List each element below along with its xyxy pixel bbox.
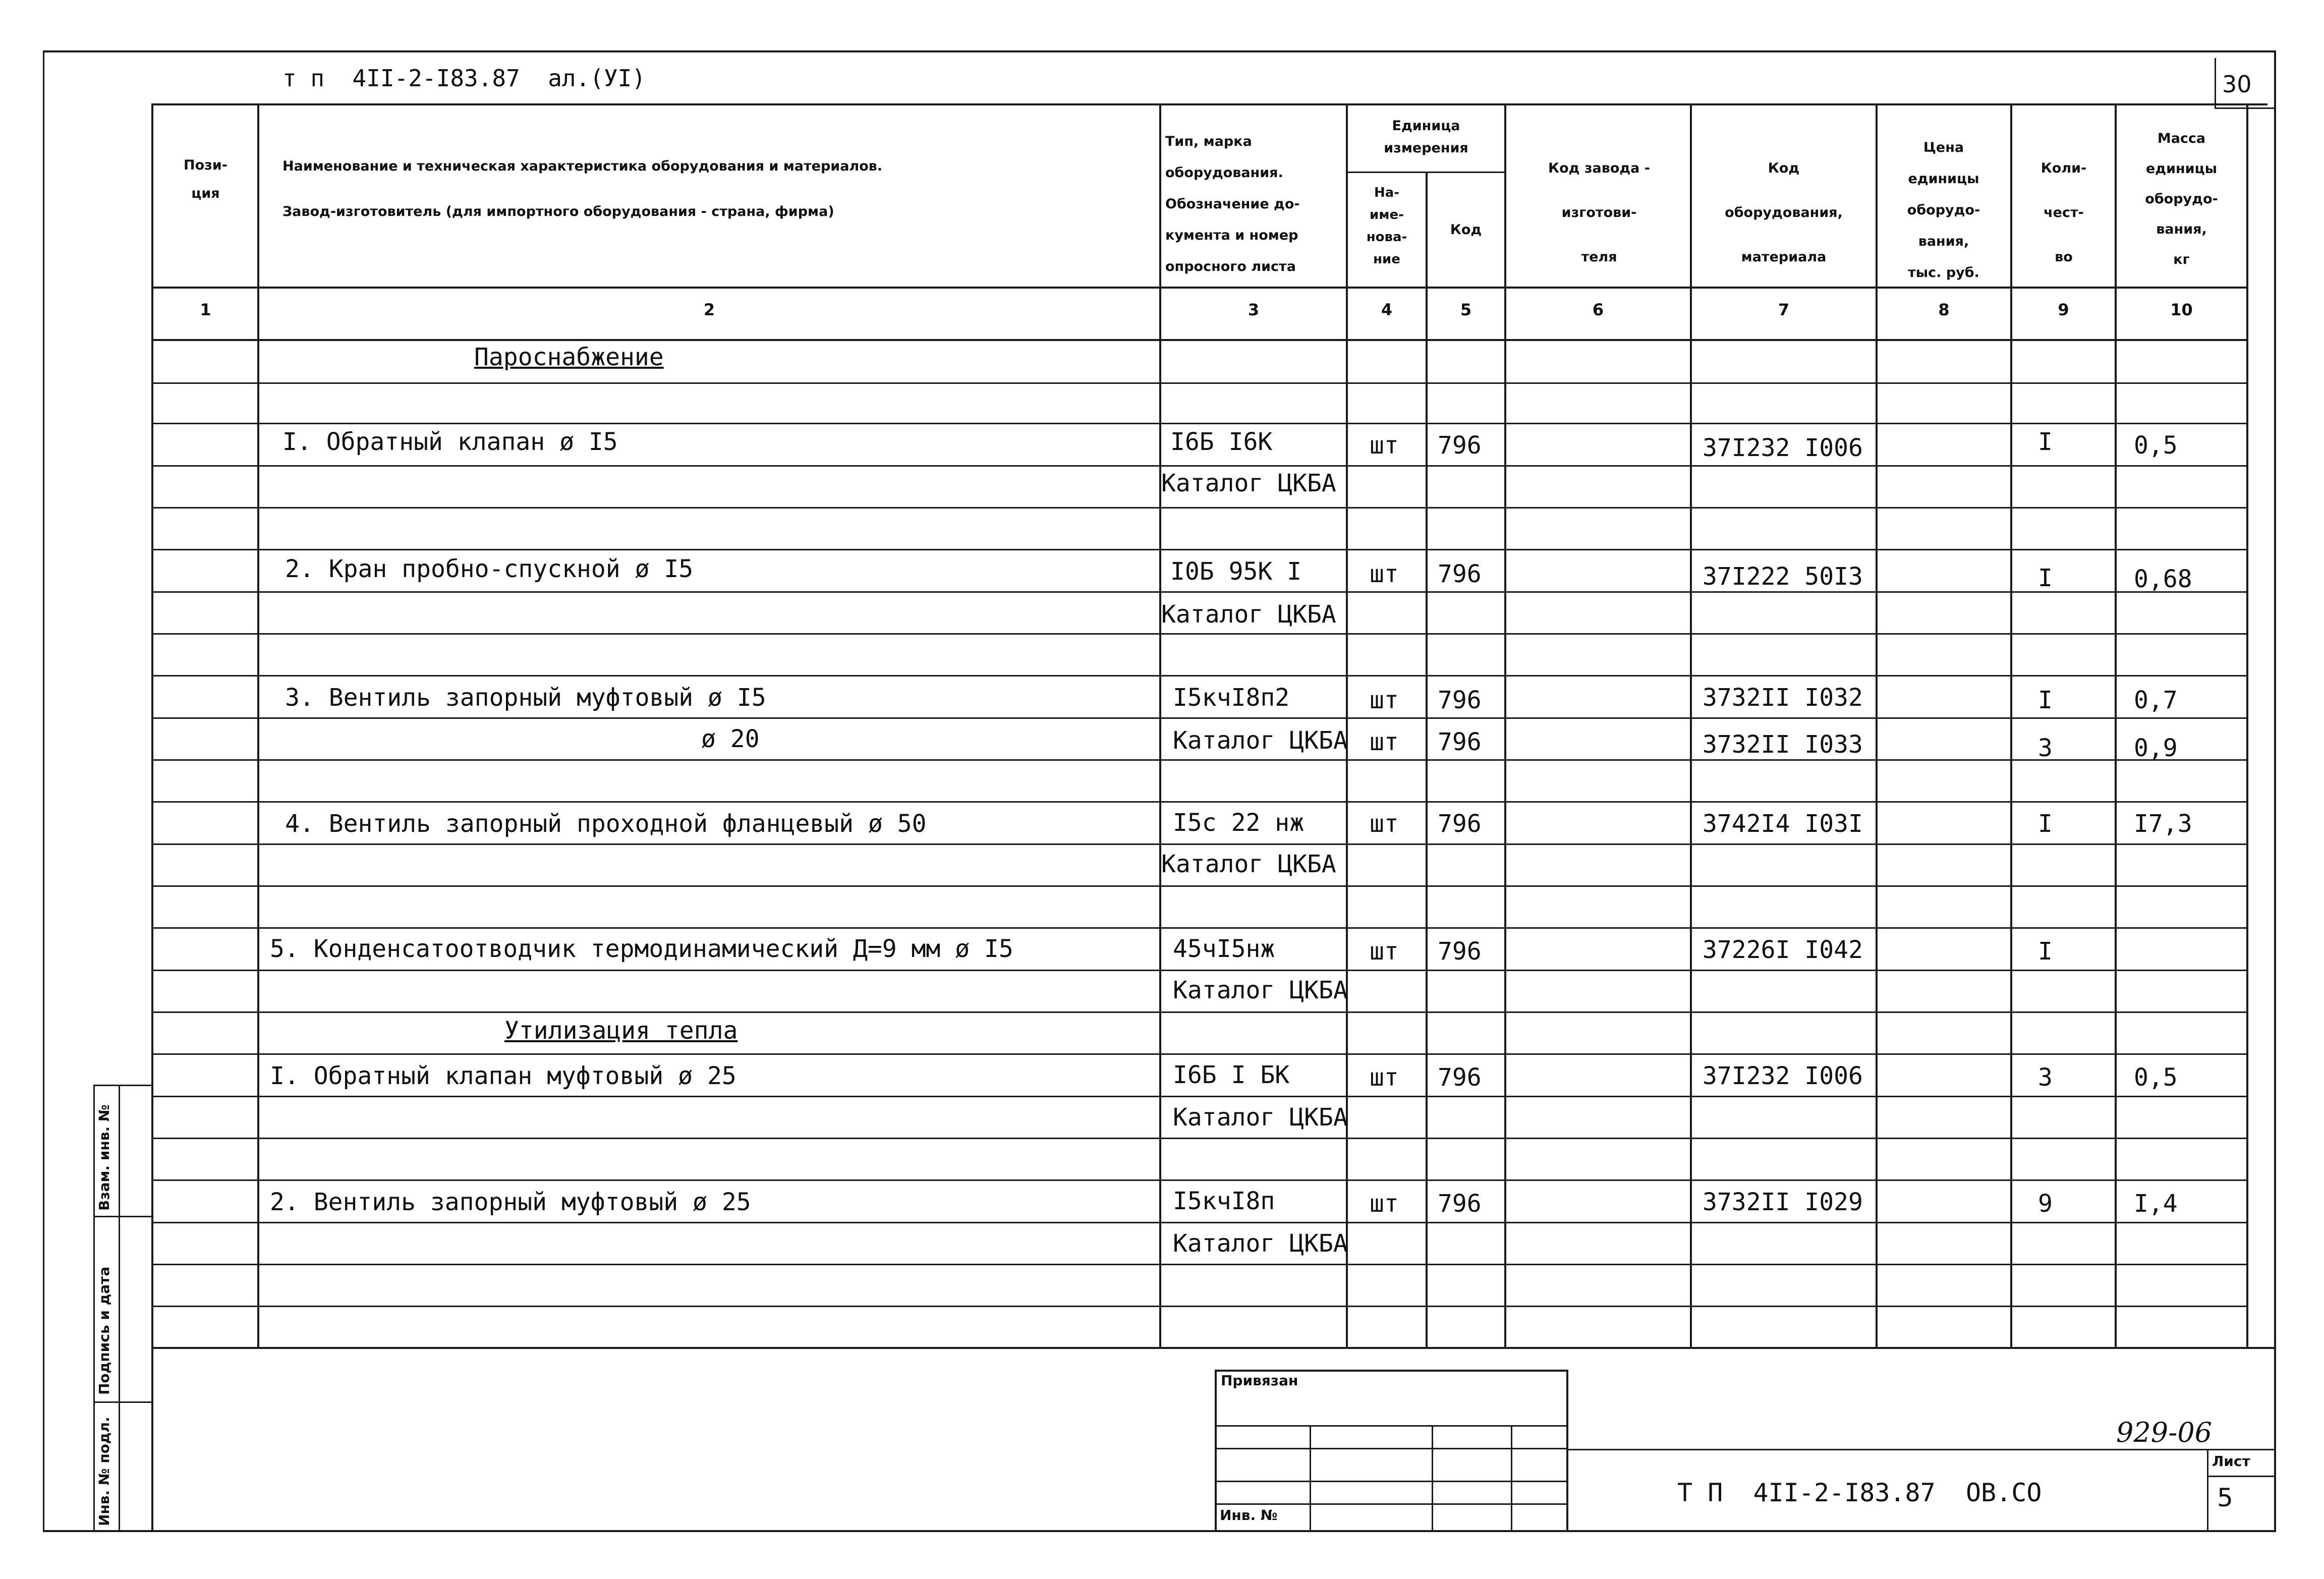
side-stamp-line [151, 1085, 153, 1531]
item-qty: I [2038, 564, 2053, 592]
section-title-steam: Пароснабжение [474, 343, 664, 371]
item-mass: 0,68 [2134, 565, 2192, 593]
row-line [151, 843, 2247, 845]
item-unit-code: 796 [1438, 810, 1482, 838]
item-type: I5кчI8п2 [1173, 684, 1290, 712]
item-unit: шт [1370, 937, 1399, 966]
item-name: I. Обратный клапан ø I5 [282, 428, 618, 456]
row-line [151, 591, 2247, 593]
document-reference: т п 4II-2-I83.87 ал.(УI) [282, 65, 646, 92]
item-code: 37I232 I006 [1703, 434, 1863, 462]
col-line-6 [1690, 103, 1692, 1347]
stamp-box-top [1215, 1370, 1568, 1372]
item-qty: I [2038, 937, 2053, 966]
header-col-7: Код оборудования, материала [1725, 160, 1843, 265]
col-line-5 [1504, 103, 1506, 1347]
item-unit-code: 796 [1438, 1190, 1482, 1218]
row-line [151, 1138, 2247, 1139]
row-line [151, 970, 2247, 971]
row-line [151, 423, 2247, 424]
header-col-8: Цена единицы оборудо- вания, тыс. руб. [1907, 140, 1980, 280]
colnum-2: 2 [703, 300, 715, 319]
colnum-8: 8 [1938, 300, 1950, 319]
item-type-doc: Каталог ЦКБА [1161, 850, 1336, 878]
item-qty: I [2038, 810, 2053, 838]
corner-page-number: 30 [2222, 71, 2252, 98]
item-type: Каталог ЦКБА [1173, 726, 1348, 755]
item-mass: I,4 [2134, 1190, 2178, 1218]
item-type: I6Б I6К [1170, 428, 1273, 456]
corner-box-bottom [2215, 107, 2275, 109]
stamp-line [1215, 1425, 1568, 1427]
item-unit: шт [1370, 1190, 1399, 1218]
item-code: 37226I I042 [1703, 936, 1863, 964]
item-mass: 0,7 [2134, 686, 2178, 714]
colnum-10: 10 [2170, 300, 2193, 319]
item-type-doc: Каталог ЦКБА [1161, 469, 1336, 497]
col-line-1 [257, 103, 259, 1347]
stamp-box-right [1566, 1370, 1568, 1531]
item-code: 3732II I033 [1703, 730, 1863, 759]
item-code: 37I222 50I3 [1703, 562, 1863, 591]
item-unit: шт [1370, 810, 1399, 838]
colnum-3: 3 [1248, 300, 1260, 319]
sheet-box-left [2207, 1450, 2208, 1531]
item-type: 45чI5нж [1173, 935, 1275, 963]
item-type-doc: Каталог ЦКБА [1173, 1103, 1348, 1132]
table-bottom-line [151, 1347, 2275, 1349]
item-unit-code: 796 [1438, 560, 1482, 588]
col-line-8 [2010, 103, 2012, 1347]
item-code: 3732II I029 [1703, 1188, 1863, 1216]
sheet-number: 5 [2217, 1483, 2233, 1512]
row-line [151, 1179, 2247, 1181]
item-name: 5. Конденсатоотводчик термодинамический Д=9 мм ø I5 [270, 935, 1013, 963]
item-name: ø 20 [701, 725, 760, 753]
item-type-doc: Каталог ЦКБА [1161, 600, 1336, 629]
header-unit-group: Единица измерения [1384, 118, 1468, 156]
row-line [151, 675, 2247, 676]
item-qty: I [2038, 428, 2053, 456]
frame-bottom [43, 1530, 2276, 1532]
row-line [151, 382, 2247, 384]
item-unit: шт [1370, 1063, 1399, 1092]
item-unit: шт [1370, 728, 1399, 756]
side-label-sign-date: Подпись и дата [96, 1266, 112, 1395]
col-line-10 [2246, 103, 2248, 1347]
frame-top [43, 50, 2275, 52]
header-col-6: Код завода - изготови- теля [1548, 160, 1650, 265]
side-stamp-line [93, 1216, 153, 1217]
stamp-box-left [1215, 1370, 1217, 1531]
title-block-top [1568, 1449, 2275, 1450]
item-qty: 3 [2038, 734, 2053, 762]
row-line [151, 927, 2247, 929]
stamp-line [1215, 1448, 1568, 1449]
handwritten-number: 929-06 [2116, 1417, 2213, 1448]
stamp-line [1215, 1481, 1568, 1482]
stamp-bound-label: Привязан [1221, 1372, 1298, 1389]
stamp-line [1310, 1425, 1311, 1531]
item-code: 37I232 I006 [1703, 1062, 1863, 1090]
row-line [151, 717, 2247, 719]
stamp-line [1215, 1503, 1568, 1505]
document-code: Т П 4II-2-I83.87 ОВ.СО [1677, 1478, 2042, 1507]
item-code: 3732II I032 [1703, 684, 1863, 712]
header-col-2: Наименование и техническая характеристика оборудования и материалов. Завод-изготовитель (для импортного оборудования - страна, фирма) [282, 158, 883, 219]
side-stamp-line [93, 1401, 153, 1403]
item-name: 2. Кран пробно-спускной ø I5 [285, 555, 694, 583]
item-type: I6Б I БК [1173, 1061, 1290, 1089]
header-col-1: Пози- ция [184, 157, 228, 201]
item-type: I5кчI8п [1173, 1187, 1275, 1215]
item-unit: шт [1370, 560, 1399, 588]
unit-group-line [1346, 172, 1505, 173]
row-line [151, 759, 2247, 761]
item-unit-code: 796 [1438, 431, 1482, 460]
side-stamp-line [119, 1085, 120, 1531]
header-col-9: Коли- чест- во [2040, 160, 2087, 265]
colnum-bottom-line [151, 339, 2247, 341]
row-line [151, 885, 2247, 887]
colnum-5: 5 [1460, 300, 1472, 319]
item-unit-code: 796 [1438, 728, 1482, 756]
col-line-7 [1876, 103, 1878, 1347]
col-line-2 [1159, 103, 1161, 1347]
stamp-inv-label: Инв. № [1220, 1507, 1278, 1524]
row-line [151, 1011, 2247, 1013]
header-col-5: Код [1450, 222, 1482, 238]
col-line-3 [1346, 103, 1348, 1347]
item-unit-code: 796 [1438, 1063, 1482, 1092]
colnum-1: 1 [200, 300, 211, 319]
row-line [151, 1053, 2247, 1055]
row-line [151, 1222, 2247, 1223]
row-line [151, 801, 2247, 803]
sheet-label: Лист [2212, 1453, 2250, 1470]
item-qty: I [2038, 686, 2053, 714]
item-mass: 0,5 [2134, 1063, 2178, 1092]
header-col-10: Масса единицы оборудо- вания, кг [2145, 131, 2218, 267]
item-unit: шт [1370, 686, 1399, 714]
side-label-inv-podl: Инв. № подл. [96, 1417, 112, 1526]
item-mass: 0,5 [2134, 431, 2178, 460]
stamp-line [1432, 1425, 1433, 1531]
header-col-3: Тип, марка оборудования. Обозначение до- кумента и номер опросного листа [1165, 134, 1300, 274]
side-label-vzam-inv: Взам. инв. № [96, 1104, 112, 1211]
item-unit-code: 796 [1438, 686, 1482, 714]
item-type-doc: Каталог ЦКБА [1173, 976, 1348, 1004]
header-col-4: На- име- нова- ние [1366, 185, 1407, 267]
colnum-6: 6 [1592, 300, 1604, 319]
corner-box-left [2215, 58, 2216, 108]
item-unit: шт [1370, 431, 1399, 460]
row-line [151, 1306, 2247, 1307]
colnum-9: 9 [2058, 300, 2069, 319]
row-line [151, 633, 2247, 635]
item-name: I. Обратный клапан муфтовый ø 25 [270, 1062, 736, 1090]
table-top-line [151, 103, 2268, 105]
item-name: 3. Вентиль запорный муфтовый ø I5 [285, 684, 766, 712]
row-line [151, 1264, 2247, 1265]
row-line [151, 549, 2247, 550]
item-type: I0Б 95К I [1170, 557, 1302, 586]
item-code: 3742I4 I03I [1703, 810, 1863, 838]
side-stamp-line [93, 1085, 153, 1086]
item-qty: 3 [2038, 1063, 2053, 1092]
frame-left-outer [43, 50, 44, 1531]
colnum-7: 7 [1778, 300, 1790, 319]
item-name: 4. Вентиль запорный проходной фланцевый ø 50 [285, 810, 927, 838]
item-type-doc: Каталог ЦКБА [1173, 1229, 1348, 1258]
item-mass: I7,3 [2134, 810, 2192, 838]
frame-right [2274, 50, 2276, 1531]
side-stamp-line [93, 1085, 95, 1531]
section-title-heat-recovery: Утилизация тепла [504, 1017, 738, 1045]
stamp-line [1511, 1425, 1512, 1531]
item-name: 2. Вентиль запорный муфтовый ø 25 [270, 1188, 751, 1216]
colnum-4: 4 [1381, 300, 1393, 319]
col-line-9 [2115, 103, 2117, 1347]
row-line [151, 1096, 2247, 1097]
sheet-box-mid [2207, 1476, 2275, 1477]
row-line [151, 465, 2247, 467]
item-qty: 9 [2038, 1190, 2053, 1218]
item-mass: 0,9 [2134, 734, 2178, 762]
item-type: I5с 22 нж [1173, 809, 1305, 837]
item-unit-code: 796 [1438, 937, 1482, 966]
row-line [151, 507, 2247, 509]
